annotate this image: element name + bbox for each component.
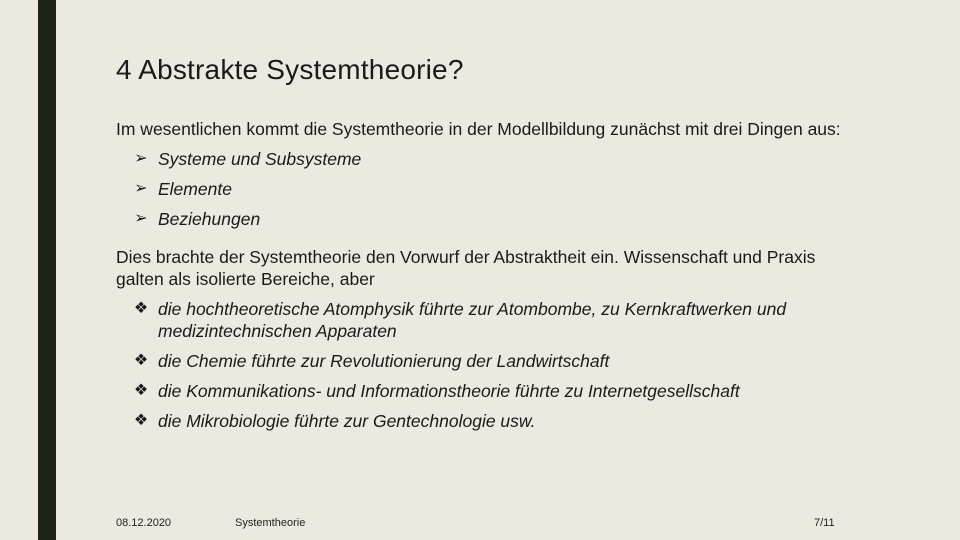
footer-page-number: 7/11 — [814, 517, 835, 529]
list-item-text: die Mikrobiologie führte zur Gentechnologie usw. — [158, 411, 536, 431]
list-item-text: die hochtheoretische Atomphysik führte zur Atombombe, zu Kernkraftwerken und medizintechnischen Apparaten — [158, 299, 787, 341]
slide-body — [116, 118, 856, 432]
intro-paragraph: Im wesentlichen kommt die Systemtheorie in der Modellbildung zunächst mit drei Dingen aus: — [116, 119, 841, 139]
four-diamond-bullet-icon: ❖ — [133, 382, 149, 399]
arrow-bullet-list — [116, 148, 856, 230]
list-item — [116, 350, 856, 372]
footer-topic: Systemtheorie — [235, 517, 306, 529]
list-item — [116, 410, 856, 432]
arrowhead-bullet-icon: ➢ — [134, 180, 148, 197]
four-diamond-bullet-icon: ❖ — [133, 300, 149, 317]
footer-date: 08.12.2020 — [116, 517, 172, 529]
list-item — [116, 208, 856, 230]
left-accent-bar — [38, 0, 56, 540]
list-item-text: Elemente — [158, 179, 232, 199]
arrowhead-bullet-icon: ➢ — [134, 210, 148, 227]
list-item-text: Systeme und Subsysteme — [158, 149, 362, 169]
list-item-text: die Kommunikations- und Informationstheorie führte zu Internetgesellschaft — [158, 381, 740, 401]
diamond-bullet-list — [116, 298, 856, 432]
four-diamond-bullet-icon: ❖ — [133, 412, 149, 429]
arrowhead-bullet-icon: ➢ — [134, 150, 148, 167]
second-paragraph: Dies brachte der Systemtheorie den Vorwurf der Abstraktheit ein. Wissenschaft und Praxis galten als isolierte Bereiche, aber — [116, 247, 816, 289]
list-item-text: die Chemie führte zur Revolutionierung der Landwirtschaft — [158, 351, 610, 371]
list-item — [116, 148, 856, 170]
list-item-text: Beziehungen — [158, 209, 261, 229]
list-item — [116, 380, 856, 402]
list-item — [116, 178, 856, 200]
slide-title: 4 Abstrakte Systemtheorie? — [116, 54, 464, 85]
four-diamond-bullet-icon: ❖ — [133, 352, 149, 369]
list-item — [116, 298, 856, 342]
